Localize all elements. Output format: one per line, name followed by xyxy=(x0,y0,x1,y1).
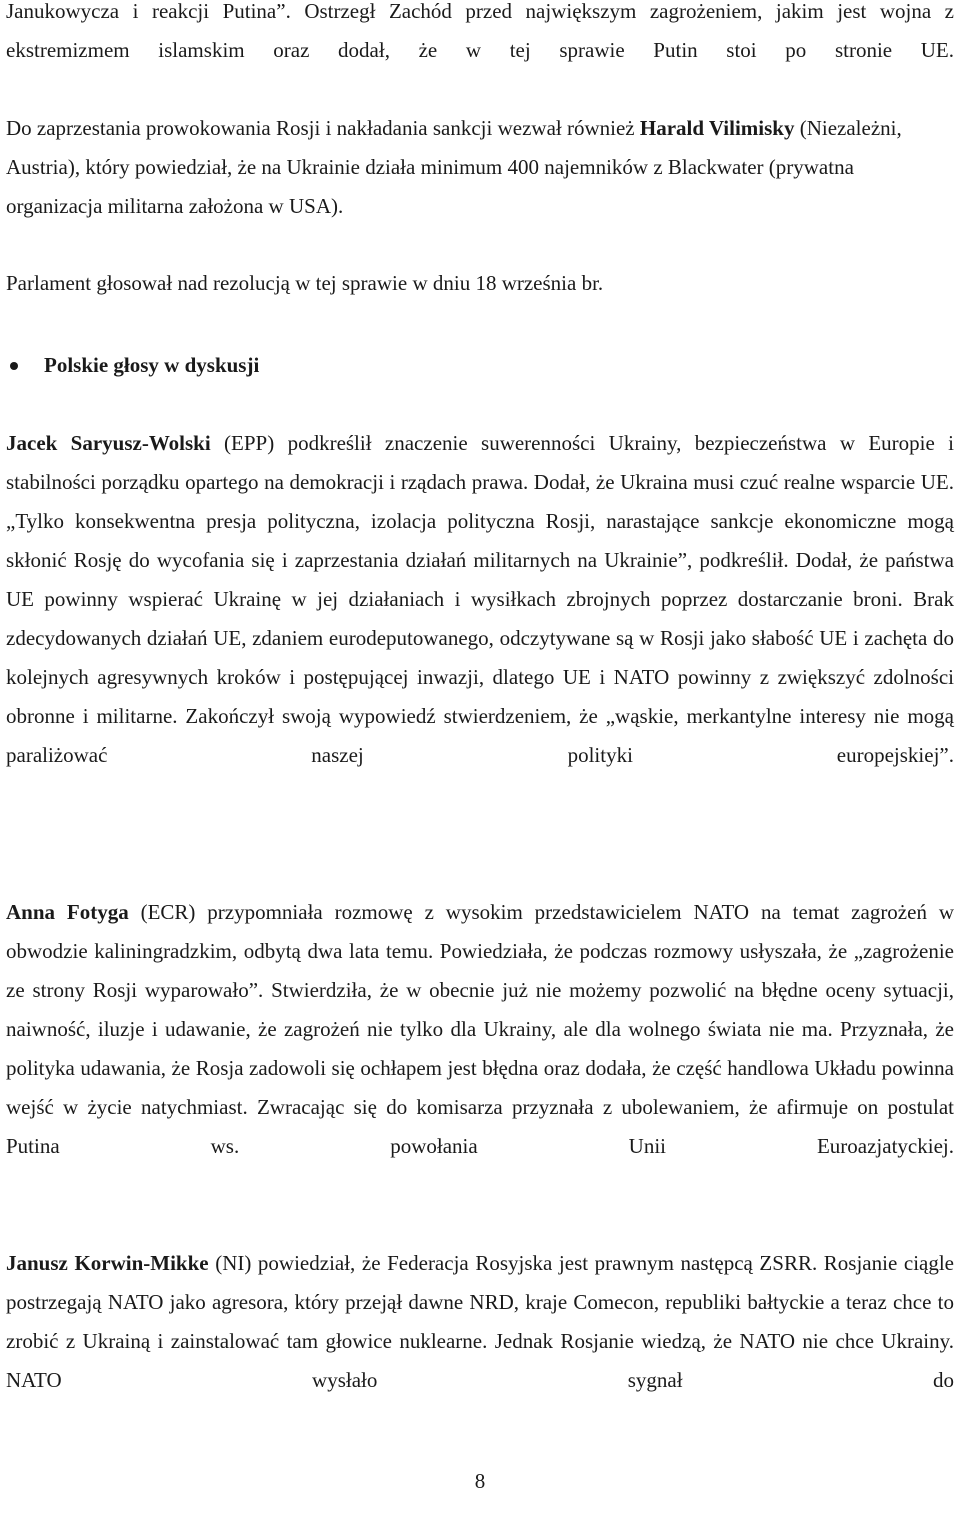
speaker-name: Harald Vilimisky xyxy=(639,116,795,140)
paragraph-text-rest: (EPP) podkreślił znaczenie suwerenności Ukrainy, bezpieczeństwa w Europie i stabilności porządku opartego na demokracji i rządach prawa. Dodał, że Ukraina musi czuć realne wsparcie UE. „Tylko konsekwentna presja polityczna, izolacja polityczna Rosji, narastające sankcje ekonomiczne mogą skłonić Rosję do wycofania się i zaprzestania działań militarnych na Ukrainie”, podkreślił. Dodał, że państwa UE powinny wspierać Ukrainę w jej działaniach i wysiłkach zbrojnych poprzez dostarczanie broni. Brak zdecydowanych działań UE, zdaniem eurodeputowanego, odczytywane są w Rosji jako słabość UE i zachęta do kolejnych agresywnych kroków i postępującej inwazji, dlatego UE i NATO powinny z zwiększyć zdolności obronne i militarne. Zakończył swoją wypowiedź stwierdzeniem, że „wąskie, merkantylne interesy nie mogą paraliżować naszej polityki europejskiej”. xyxy=(6,431,954,767)
paragraph-text-rest: (ECR) przypomniała rozmowę z wysokim przedstawicielem NATO na temat zagrożeń w obwodzie kaliningradzkim, odbytą dwa lata temu. Powiedziała, że podczas rozmowy usłyszała, że „zagrożenie ze strony Rosji wyparowało”. Stwierdziła, że w obecnie już nie możemy pozwolić na błędne oceny sytuacji, naiwność, iluzje i udawanie, że zagrożeń nie tylko dla Ukrainy, ale dla wolnego świata nie ma. Przyznała, że polityka udawania, że Rosja zadowoli się ochłapem jest błędna oraz dodała, że część handlowa Układu powinna wejść w życie natychmiast. Zwracając się do komisarza przyznała z ubolewaniem, że afirmuje on postulat Putina ws. powołania Unii Euroazjatyckiej. xyxy=(6,900,954,1158)
paragraph-text xyxy=(6,109,954,226)
speaker-name: Jacek Saryusz-Wolski xyxy=(6,431,211,455)
paragraph-text-rest: (NI) powiedział, że Federacja Rosyjska jest prawnym następcą ZSRR. Rosjanie ciągle postrzegają NATO jako agresora, który przejął dawne NRD, kraje Comecon, republiki bałtyckie a teraz chce to zrobić z Ukrainą i zainstalować tam głowice nuklearne. Jednak Rosjanie wiedzą, że NATO nie chce Ukrainy. NATO wysłało sygnał do xyxy=(6,1251,954,1392)
paragraph-text: Parlament głosował nad rezolucją w tej sprawie w dniu 18 września br. xyxy=(6,271,604,295)
paragraph-vilimisky xyxy=(6,109,954,226)
paragraph-vote xyxy=(6,264,954,303)
paragraph-text xyxy=(6,1244,954,1439)
paragraph-saryusz-wolski xyxy=(6,424,954,814)
paragraph-text-start: Do zaprzestania prowokowania Rosji i nakładania sankcji wezwał również xyxy=(6,116,640,140)
speaker-name: Anna Fotyga xyxy=(6,900,129,924)
paragraph-text-rest: (Niezależni, Austria), który powiedział, że na Ukrainie działa minimum 400 najemników z Blackwater (prywatna organizacja militarna założona w USA). xyxy=(6,116,902,218)
speaker-name: Janusz Korwin-Mikke xyxy=(6,1251,209,1275)
paragraph-fotyga xyxy=(6,893,954,1205)
paragraph-korwin-mikke xyxy=(6,1244,954,1439)
document-page xyxy=(6,0,954,1513)
paragraph-text xyxy=(6,424,954,814)
bullet-heading xyxy=(6,346,954,385)
paragraph-text: Janukowycza i reakcji Putina”. Ostrzegł Zachód przed największym zagrożeniem, jakim jest wojna z ekstremizmem islamskim oraz dodał, że w tej sprawie Putin stoi po stronie UE. xyxy=(6,0,954,62)
section-heading: Polskie głosy w dyskusji xyxy=(44,353,260,377)
paragraph-continuation xyxy=(6,0,954,109)
page-number: 8 xyxy=(474,1469,486,1493)
bullet-icon xyxy=(10,362,18,370)
paragraph-text xyxy=(6,893,954,1205)
